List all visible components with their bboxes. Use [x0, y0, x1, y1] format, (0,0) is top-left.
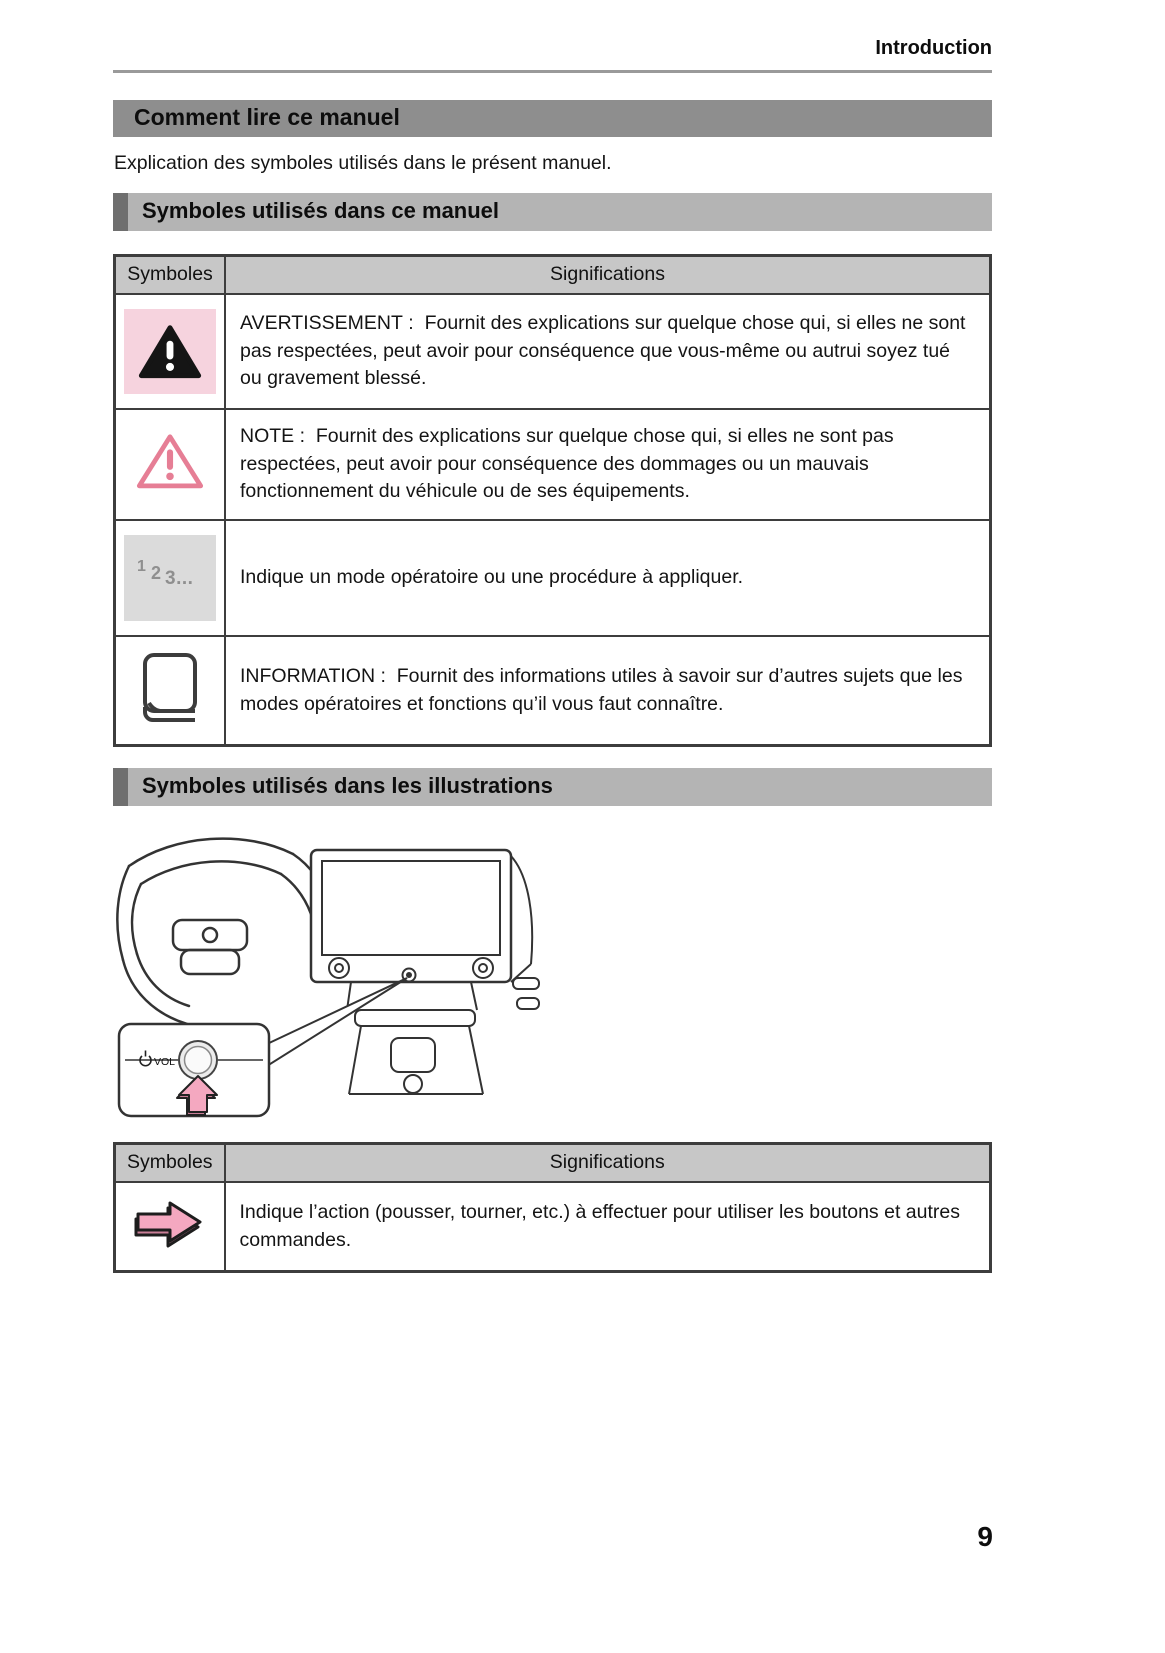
steering-wheel: [117, 839, 329, 1024]
column-header-significations: Significations: [225, 1144, 991, 1183]
action-arrow-icon: [132, 1238, 208, 1255]
symbols-table-manual: [113, 254, 992, 747]
warning-triangle-icon: [124, 309, 216, 394]
section-heading-symbols-illustrations: Symboles utilisés dans les illustrations: [113, 768, 992, 806]
row-text: Indique l’action (pousser, tourner, etc.) à effectuer pour utiliser les boutons et autres commandes.: [225, 1182, 991, 1272]
table-row-procedure: [115, 520, 991, 636]
section-heading-symbols-manual: Symboles utilisés dans ce manuel: [113, 193, 992, 231]
volume-knob-callout: [119, 1024, 269, 1116]
row-text: Indique un mode opératoire ou une procédure à appliquer.: [225, 520, 991, 636]
information-book-icon: [141, 712, 199, 729]
callout-pointer: [267, 978, 407, 1066]
intro-text: Explication des symboles utilisés dans le présent manuel.: [114, 152, 612, 174]
header-divider: [113, 70, 992, 73]
chapter-title-bar: Comment lire ce manuel: [113, 100, 992, 137]
row-text: NOTE : Fournit des explications sur quelque chose qui, si elles ne sont pas respectées, peut avoir pour conséquence des dommages ou un mauvais fonctionnement du véhicule ou de ses équipements.: [225, 409, 991, 520]
column-header-symbols: Symboles: [115, 256, 226, 295]
table-header-row: [115, 1144, 991, 1183]
page-content: [113, 0, 992, 1273]
dashboard-illustration: [115, 832, 545, 1119]
table-row-avertissement: [115, 294, 991, 409]
row-text: INFORMATION : Fournit des informations utiles à savoir sur d’autres sujets que les modes opératoires et fonctions qu’il vous faut connaître.: [225, 636, 991, 746]
table-row-note: [115, 409, 991, 520]
table-header-row: [115, 256, 991, 295]
column-header-significations: Significations: [225, 256, 991, 295]
symbols-table-illustrations: [113, 1142, 992, 1273]
note-triangle-icon: [135, 479, 205, 496]
steps-icon: 1 2 3...: [124, 535, 216, 621]
page-number: 9: [977, 1521, 993, 1552]
vol-label: VOL: [154, 1056, 176, 1069]
column-header-symbols: Symboles: [115, 1144, 225, 1183]
table-row-action: [115, 1182, 991, 1272]
touchscreen: [311, 850, 511, 982]
table-row-information: [115, 636, 991, 746]
row-text: AVERTISSEMENT : Fournit des explications sur quelque chose qui, si elles ne sont pas respectées, peut avoir pour conséquence que vous-même ou autrui soyez tué ou gravement blessé.: [225, 294, 991, 409]
page-header-title: Introduction: [875, 37, 992, 59]
